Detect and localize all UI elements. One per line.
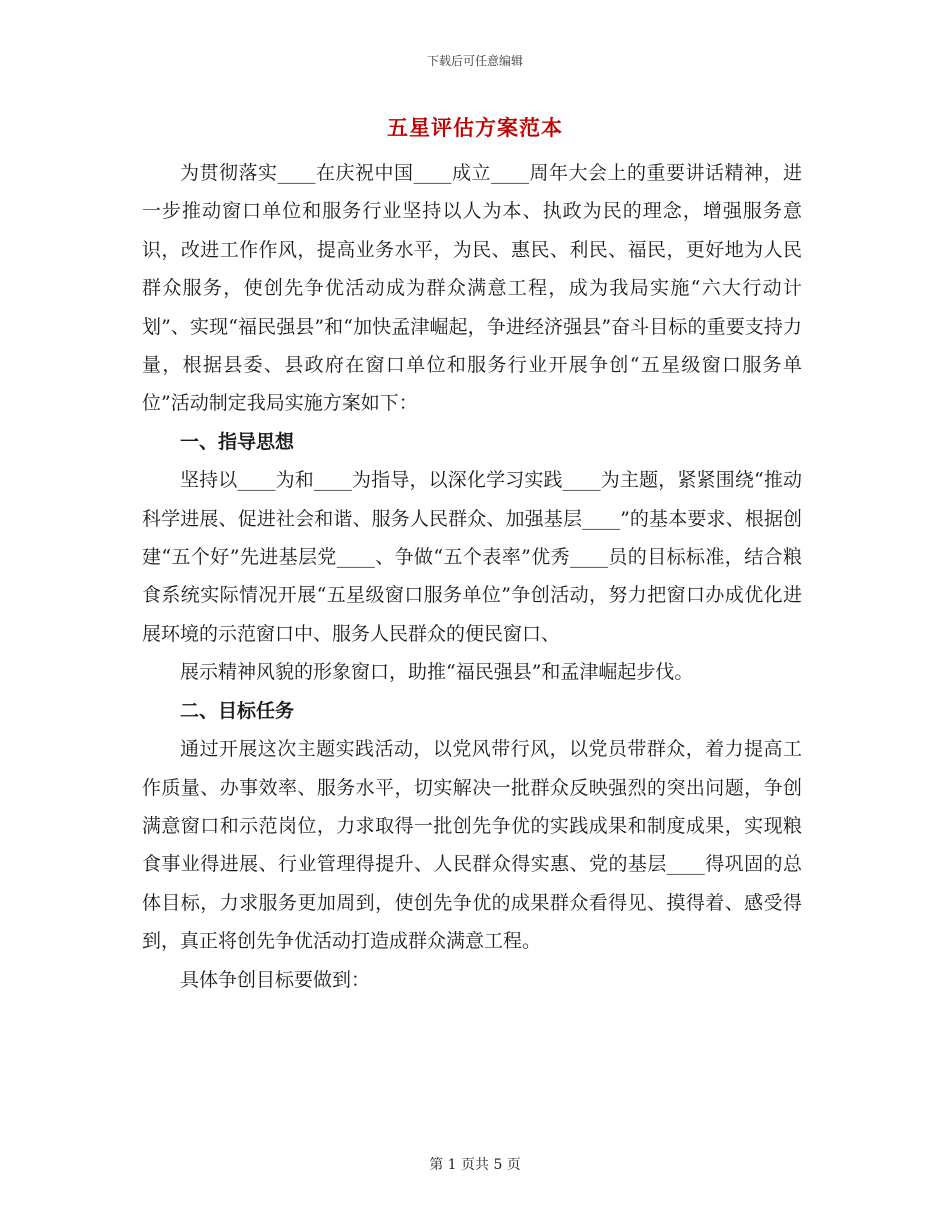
intro-paragraph: 为贯彻落实____在庆祝中国____成立____周年大会上的重要讲话精神，进一步推动窗口单位和服务行业坚持以人为本、执政为民的理念，增强服务意识，改进工作作风，提高业务水平，为民、惠民、利民、福民，更好地为人民群众服务，使创先争优活动成为群众满意工程，成为我局实施“六大行动计划”、实现“福民强县”和“加快孟津崛起，争进经济强县”奋斗目标的重要支持力量，根据县委、县政府在窗口单位和服务行业开展争创“五星级窗口服务单位”活动制定我局实施方案如下： (142, 162, 802, 415)
document-body (142, 154, 802, 999)
document-title: 五星评估方案范本 (387, 115, 563, 140)
header-note: 下载后可任意编辑 (426, 54, 523, 68)
target-tasks-paragraph: 通过开展这次主题实践活动，以党风带行风，以党员带群众，着力提高工作质量、办事效率、服务水平，切实解决一批群众反映强烈的突出问题，争创满意窗口和示范岗位，力求取得一批创先争优的实践成果和制度成果，实现粮食事业得进展、行业管理得提升、人民群众得实惠、党的基层____得巩固的总体目标，力求服务更加周到，使创先争优的成果群众看得见、摸得着、感受得到，真正将创先争优活动打造成群众满意工程。 (142, 738, 802, 953)
specific-goals-paragraph: 具体争创目标要做到： (180, 968, 371, 991)
guiding-ideology-paragraph: 坚持以____为和____为指导，以深化学习实践____为主题，紧紧围绕“推动科学进展、促进社会和谐、服务人民群众、加强基层____”的基本要求、根据创建“五个好”先进基层党____、争做“五个表率”优秀____员的目标标准，结合粮食系统实际情况开展“五星级窗口服务单位”争创活动，努力把窗口办成优化进展环境的示范窗口中、服务人民群众的便民窗口、 (142, 469, 802, 645)
section-heading-guiding-ideology: 一、指导思想 (180, 430, 295, 453)
section-heading-target-tasks: 二、目标任务 (180, 699, 295, 722)
guiding-ideology-paragraph-continued: 展示精神风貌的形象窗口，助推“福民强县”和孟津崛起步伐。 (180, 661, 694, 684)
page-number-footer: 第 1 页共 5 页 (429, 1157, 521, 1173)
